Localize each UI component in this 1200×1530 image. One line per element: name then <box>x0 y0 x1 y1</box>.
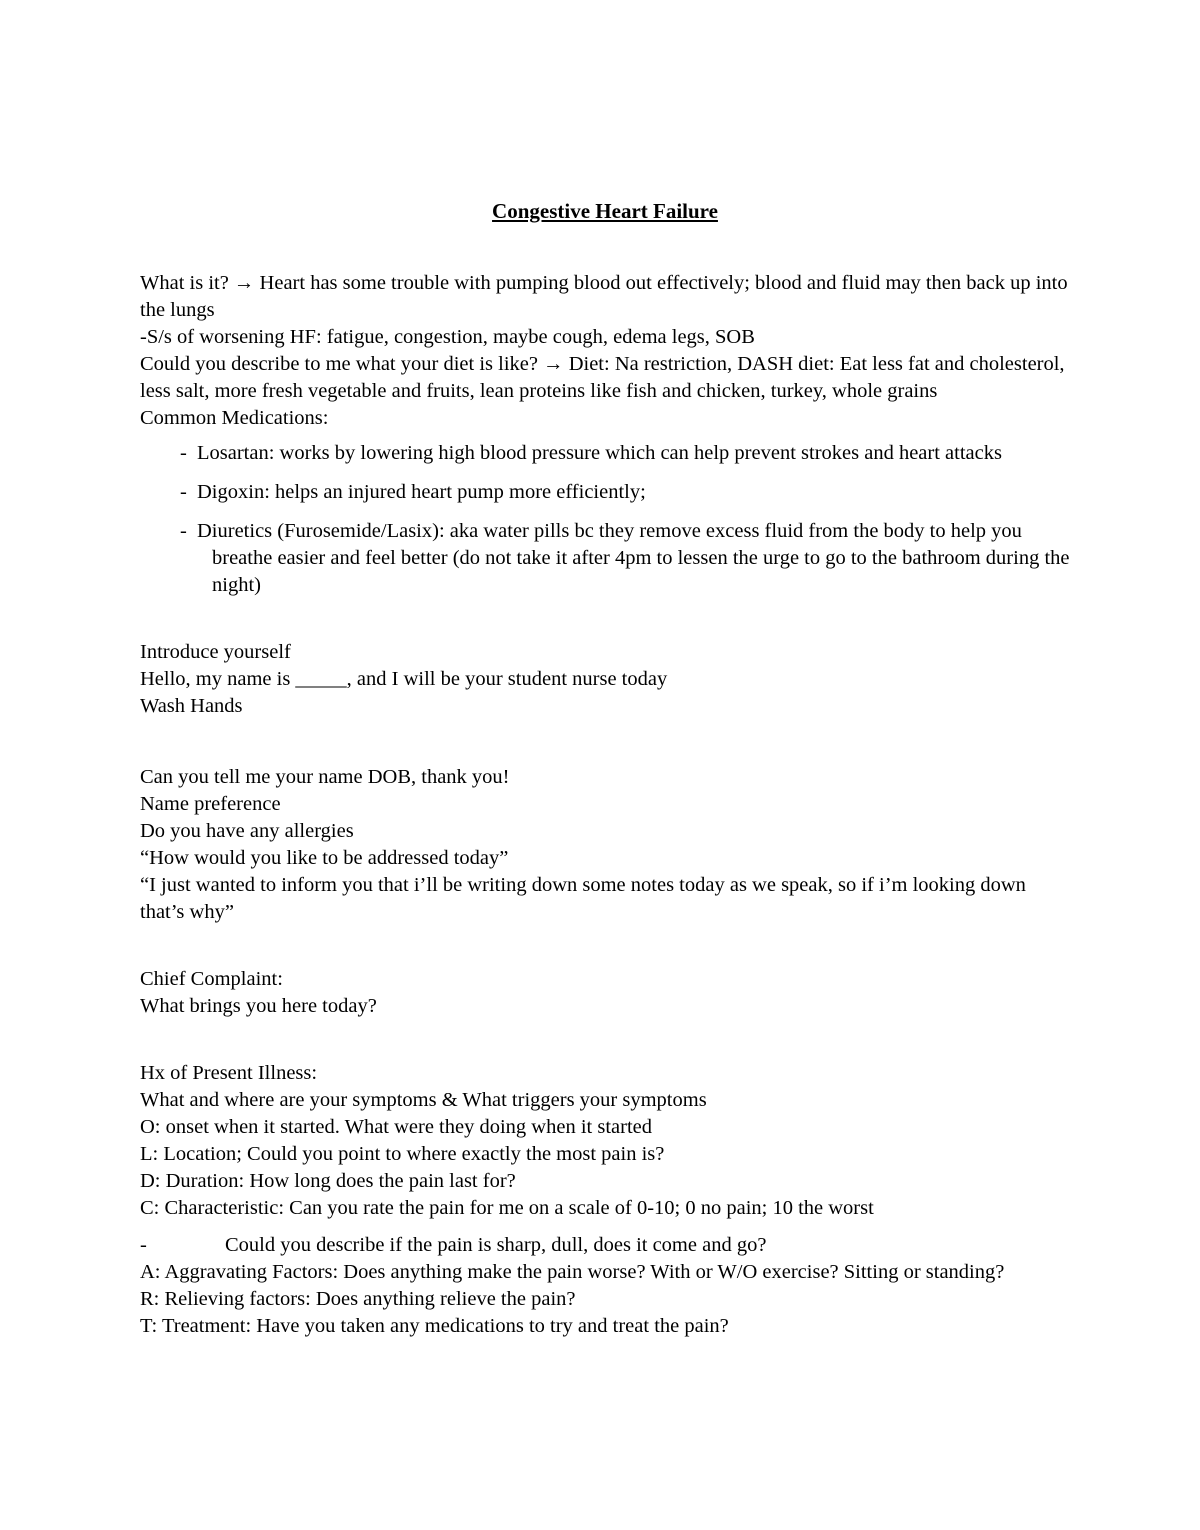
hpi-line: O: onset when it started. What were they doing when it started <box>140 1116 652 1138</box>
hpi-line: T: Treatment: Have you taken any medications to try and treat the pain? <box>140 1315 729 1337</box>
list-item <box>140 518 1070 599</box>
medications-heading: Common Medications: <box>140 407 329 429</box>
identification-line: Name preference <box>140 793 281 815</box>
chief-complaint-line: What brings you here today? <box>140 995 377 1017</box>
medication-text: Losartan: works by lowering high blood pressure which can help prevent strokes and heart attacks <box>197 442 1002 464</box>
hpi-line: D: Duration: How long does the pain last for? <box>140 1170 516 1192</box>
medication-text: Digoxin: helps an injured heart pump more efficiently; <box>197 481 646 503</box>
list-item <box>140 440 1070 467</box>
list-marker: - <box>180 520 187 542</box>
spacer <box>140 621 1070 639</box>
identification-line: “How would you like to be addressed today” <box>140 847 509 869</box>
hpi-line: What and where are your symptoms & What triggers your symptoms <box>140 1089 707 1111</box>
identification-line: Do you have any allergies <box>140 820 354 842</box>
list-marker: - <box>180 442 187 464</box>
hpi-sub-item <box>140 1232 1070 1259</box>
list-marker: - <box>180 481 187 503</box>
hpi-sub-item-text: Could you describe if the pain is sharp, dull, does it come and go? <box>225 1234 767 1256</box>
page-title: Congestive Heart Failure <box>492 199 718 223</box>
medications-list <box>140 440 1070 599</box>
spacer <box>140 926 1070 966</box>
medication-text: Diuretics (Furosemide/Lasix): aka water pills bc they remove excess fluid from the body to help you breathe easier and feel better (do not take it after 4pm to lessen the urge to go to the bathroom during the night) <box>197 520 1070 596</box>
hpi-line: A: Aggravating Factors: Does anything make the pain worse? With or W/O exercise? Sitting or standing? <box>140 1261 1005 1283</box>
chief-complaint-line: Chief Complaint: <box>140 968 283 990</box>
introduction-line: Wash Hands <box>140 695 243 717</box>
diet-text: Could you describe to me what your diet is like? → Diet: Na restriction, DASH diet: Eat less fat and cholesterol, less salt, more fresh vegetable and fruits, lean proteins like fish and chicken, turkey, whole grains <box>140 353 1065 402</box>
hpi-line: C: Characteristic: Can you rate the pain for me on a scale of 0-10; 0 no pain; 10 the worst <box>140 1197 874 1219</box>
document-content <box>140 196 1070 1340</box>
signs-symptoms-text: -S/s of worsening HF: fatigue, congestion, maybe cough, edema legs, SOB <box>140 326 755 348</box>
introduction-line: Hello, my name is _____, and I will be your student nurse today <box>140 668 668 690</box>
identification-line: Can you tell me your name DOB, thank you! <box>140 766 510 788</box>
spacer <box>140 1020 1070 1060</box>
list-item <box>140 479 1070 506</box>
hpi-line: L: Location; Could you point to where exactly the most pain is? <box>140 1143 665 1165</box>
list-marker: - <box>140 1234 147 1256</box>
spacer <box>140 720 1070 764</box>
what-is-it-text: What is it? → Heart has some trouble with pumping blood out effectively; blood and fluid may then back up into the lungs <box>140 272 1068 321</box>
identification-line: “I just wanted to inform you that i’ll be writing down some notes today as we speak, so if i’m looking down that’s why” <box>140 874 1026 923</box>
hpi-line: Hx of Present Illness: <box>140 1062 318 1084</box>
hpi-line: R: Relieving factors: Does anything relieve the pain? <box>140 1288 576 1310</box>
introduction-line: Introduce yourself <box>140 641 291 663</box>
